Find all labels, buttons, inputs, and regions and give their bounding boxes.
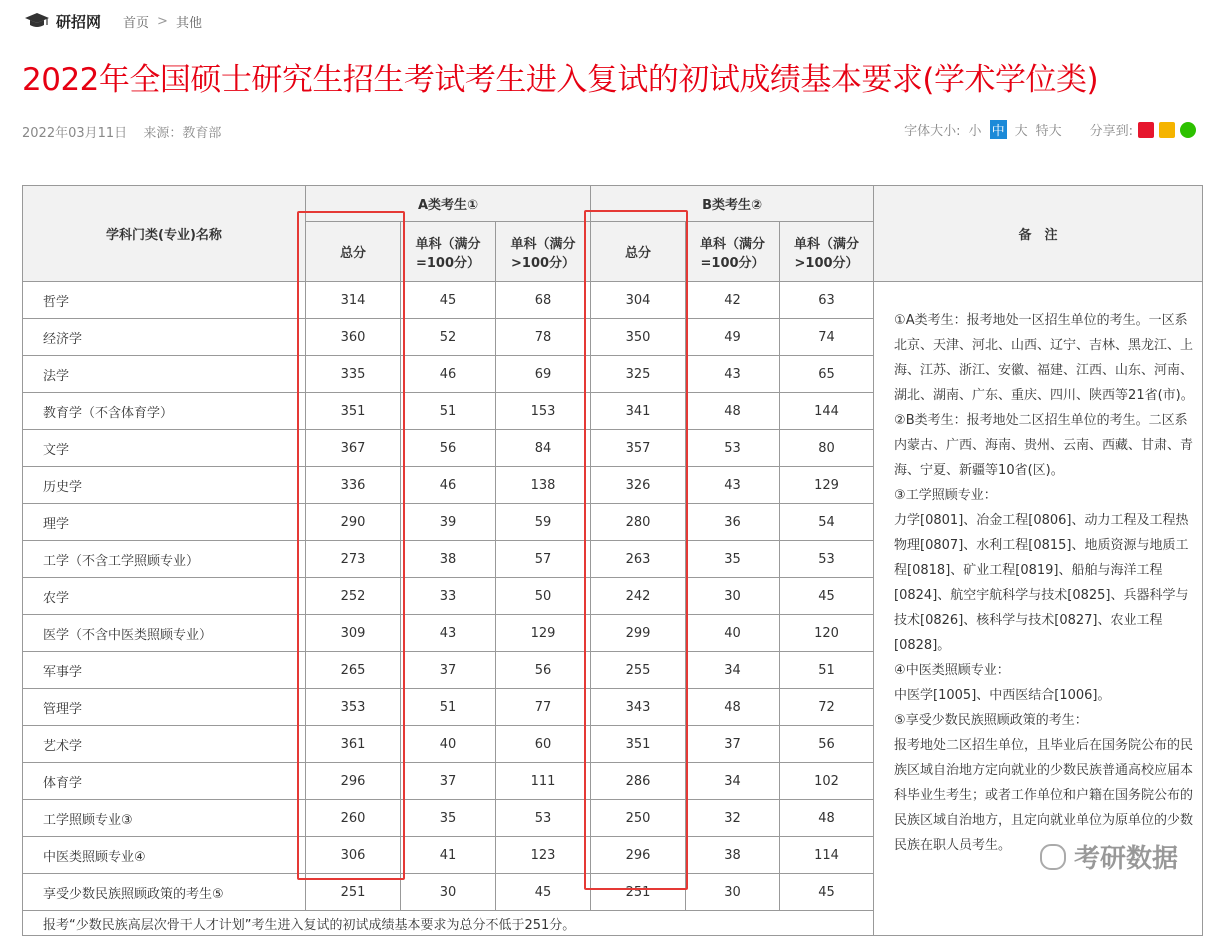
watermark-text: 考研数据 bbox=[1073, 844, 1178, 874]
a-score-cell: 43 bbox=[401, 615, 496, 652]
a-score-cell: 138 bbox=[496, 467, 591, 504]
breadcrumb-separator: > bbox=[157, 13, 168, 29]
b-score-cell: 53 bbox=[780, 541, 874, 578]
remark-line: 中医学[1005]、中西医结合[1006]。 bbox=[894, 688, 1111, 703]
a-score-cell: 361 bbox=[306, 726, 401, 763]
b-score-cell: 129 bbox=[780, 467, 874, 504]
subject-name: 教育学（不含体育学） bbox=[23, 393, 306, 430]
a-score-cell: 50 bbox=[496, 578, 591, 615]
a-score-cell: 265 bbox=[306, 652, 401, 689]
subject-header: 学科门类(专业)名称 bbox=[23, 186, 306, 282]
font-size-large[interactable]: 大 bbox=[1014, 124, 1028, 139]
a-score-cell: 367 bbox=[306, 430, 401, 467]
b-score-cell: 74 bbox=[780, 319, 874, 356]
subject-name: 军事学 bbox=[23, 652, 306, 689]
b-score-cell: 53 bbox=[686, 430, 780, 467]
qzone-share-icon[interactable] bbox=[1159, 122, 1175, 138]
b-score-cell: 114 bbox=[780, 837, 874, 874]
a-score-cell: 353 bbox=[306, 689, 401, 726]
a-score-cell: 251 bbox=[306, 874, 401, 911]
b-score-cell: 54 bbox=[780, 504, 874, 541]
b-single100-header: 单科（满分=100分） bbox=[686, 222, 780, 282]
font-size-label: 字体大小: bbox=[904, 124, 961, 139]
a-score-cell: 68 bbox=[496, 282, 591, 319]
remark-line: ①A类考生：报考地处一区招生单位的考生。一区系北京、天津、河北、山西、辽宁、吉林、黑龙江、上海、江苏、浙江、安徽、福建、江西、山东、河南、湖北、湖南、广东、重庆、四川、陕西等21省(市)。 bbox=[894, 313, 1194, 403]
article-tools bbox=[904, 120, 1196, 139]
a-score-cell: 39 bbox=[401, 504, 496, 541]
font-size-xlarge[interactable]: 特大 bbox=[1035, 124, 1062, 139]
b-score-cell: 72 bbox=[780, 689, 874, 726]
a-score-cell: 30 bbox=[401, 874, 496, 911]
a-score-cell: 45 bbox=[401, 282, 496, 319]
a-score-cell: 60 bbox=[496, 726, 591, 763]
b-score-cell: 56 bbox=[780, 726, 874, 763]
remark-line: ④中医类照顾专业： bbox=[894, 663, 1010, 678]
remark-line: ⑤享受少数民族照顾政策的考生： bbox=[894, 713, 1088, 728]
a-score-cell: 56 bbox=[401, 430, 496, 467]
highlight-a-total bbox=[297, 211, 405, 880]
a-score-cell: 84 bbox=[496, 430, 591, 467]
a-score-cell: 46 bbox=[401, 467, 496, 504]
highlight-b-total bbox=[584, 210, 688, 890]
b-score-cell: 45 bbox=[780, 578, 874, 615]
b-score-cell: 242 bbox=[591, 578, 686, 615]
b-score-cell: 48 bbox=[686, 689, 780, 726]
b-score-cell: 35 bbox=[686, 541, 780, 578]
b-score-cell: 304 bbox=[591, 282, 686, 319]
b-score-cell: 280 bbox=[591, 504, 686, 541]
group-b-header: B类考生② bbox=[591, 186, 874, 222]
font-size-small[interactable]: 小 bbox=[968, 124, 982, 139]
publish-date: 2022年03月11日 bbox=[22, 126, 128, 141]
subject-name: 经济学 bbox=[23, 319, 306, 356]
a-score-cell: 360 bbox=[306, 319, 401, 356]
subject-name: 医学（不含中医类照顾专业） bbox=[23, 615, 306, 652]
a-score-cell: 129 bbox=[496, 615, 591, 652]
b-score-cell: 51 bbox=[780, 652, 874, 689]
a-score-cell: 46 bbox=[401, 356, 496, 393]
b-score-cell: 45 bbox=[780, 874, 874, 911]
b-score-cell: 351 bbox=[591, 726, 686, 763]
a-score-cell: 35 bbox=[401, 800, 496, 837]
graduation-cap-icon bbox=[24, 12, 50, 30]
subject-name: 体育学 bbox=[23, 763, 306, 800]
a-score-cell: 77 bbox=[496, 689, 591, 726]
b-score-cell: 30 bbox=[686, 578, 780, 615]
breadcrumb-other[interactable]: 其他 bbox=[175, 15, 202, 31]
subject-name: 艺术学 bbox=[23, 726, 306, 763]
a-score-cell: 33 bbox=[401, 578, 496, 615]
a-total-header: 总分 bbox=[306, 222, 401, 282]
wechat-share-icon[interactable] bbox=[1180, 122, 1196, 138]
b-score-cell: 299 bbox=[591, 615, 686, 652]
a-score-cell: 40 bbox=[401, 726, 496, 763]
breadcrumb-home[interactable]: 首页 bbox=[123, 15, 150, 31]
a-score-cell: 56 bbox=[496, 652, 591, 689]
b-score-cell: 65 bbox=[780, 356, 874, 393]
a-score-cell: 45 bbox=[496, 874, 591, 911]
remark-line: ②B类考生：报考地处二区招生单位的考生。二区系内蒙古、广西、海南、贵州、云南、西藏、甘肃、青海、宁夏、新疆等10省(区)。 bbox=[894, 413, 1194, 478]
a-score-cell: 296 bbox=[306, 763, 401, 800]
b-score-cell: 80 bbox=[780, 430, 874, 467]
a-score-cell: 41 bbox=[401, 837, 496, 874]
a-score-cell: 260 bbox=[306, 800, 401, 837]
b-score-cell: 34 bbox=[686, 652, 780, 689]
share-label: 分享到: bbox=[1089, 124, 1133, 139]
site-logo[interactable] bbox=[24, 11, 101, 32]
b-score-cell: 40 bbox=[686, 615, 780, 652]
article-meta bbox=[22, 122, 233, 141]
a-singlegt100-header: 单科（满分>100分） bbox=[496, 222, 591, 282]
b-score-cell: 286 bbox=[591, 763, 686, 800]
b-score-cell: 255 bbox=[591, 652, 686, 689]
subject-name: 法学 bbox=[23, 356, 306, 393]
b-score-cell: 296 bbox=[591, 837, 686, 874]
subject-name: 哲学 bbox=[23, 282, 306, 319]
subject-name: 工学照顾专业③ bbox=[23, 800, 306, 837]
b-score-cell: 49 bbox=[686, 319, 780, 356]
a-single100-header: 单科（满分=100分） bbox=[401, 222, 496, 282]
b-score-cell: 341 bbox=[591, 393, 686, 430]
b-score-cell: 48 bbox=[686, 393, 780, 430]
a-score-cell: 153 bbox=[496, 393, 591, 430]
b-score-cell: 357 bbox=[591, 430, 686, 467]
a-score-cell: 37 bbox=[401, 763, 496, 800]
logo-text: 研招网 bbox=[56, 12, 102, 31]
subject-name: 历史学 bbox=[23, 467, 306, 504]
subject-name: 中医类照顾专业④ bbox=[23, 837, 306, 874]
font-size-medium[interactable]: 中 bbox=[990, 120, 1007, 139]
b-score-cell: 32 bbox=[686, 800, 780, 837]
b-score-cell: 38 bbox=[686, 837, 780, 874]
b-score-cell: 120 bbox=[780, 615, 874, 652]
article-source: 来源：教育部 bbox=[143, 126, 222, 141]
table-footnote: 报考“少数民族高层次骨干人才计划”考生进入复试的初试成绩基本要求为总分不低于251分。 bbox=[23, 911, 874, 936]
weibo-share-icon[interactable] bbox=[1138, 122, 1154, 138]
b-score-cell: 34 bbox=[686, 763, 780, 800]
b-score-cell: 250 bbox=[591, 800, 686, 837]
watermark-icon bbox=[1040, 844, 1066, 870]
b-score-cell: 30 bbox=[686, 874, 780, 911]
a-score-cell: 51 bbox=[401, 393, 496, 430]
a-score-cell: 59 bbox=[496, 504, 591, 541]
a-score-cell: 306 bbox=[306, 837, 401, 874]
a-score-cell: 309 bbox=[306, 615, 401, 652]
page-title: 2022年全国硕士研究生招生考试考生进入复试的初试成绩基本要求(学术学位类) bbox=[22, 62, 1099, 98]
b-total-header: 总分 bbox=[591, 222, 686, 282]
b-score-cell: 251 bbox=[591, 874, 686, 911]
subject-name: 管理学 bbox=[23, 689, 306, 726]
subject-name: 理学 bbox=[23, 504, 306, 541]
a-score-cell: 335 bbox=[306, 356, 401, 393]
b-score-cell: 37 bbox=[686, 726, 780, 763]
a-score-cell: 351 bbox=[306, 393, 401, 430]
b-score-cell: 326 bbox=[591, 467, 686, 504]
b-score-cell: 102 bbox=[780, 763, 874, 800]
b-score-cell: 263 bbox=[591, 541, 686, 578]
subject-name: 享受少数民族照顾政策的考生⑤ bbox=[23, 874, 306, 911]
remark-line: 力学[0801]、冶金工程[0806]、动力工程及工程热物理[0807]、水利工程[0815]、地质资源与地质工程[0818]、矿业工程[0819]、船舶与海洋工程[0824]、航空宇航科学与技术[0825]、兵器科学与技术[0826]、核科学与技术[0827]、农业工程[0828]。 bbox=[894, 513, 1189, 653]
a-score-cell: 38 bbox=[401, 541, 496, 578]
b-score-cell: 144 bbox=[780, 393, 874, 430]
b-score-cell: 42 bbox=[686, 282, 780, 319]
a-score-cell: 53 bbox=[496, 800, 591, 837]
subject-name: 文学 bbox=[23, 430, 306, 467]
a-score-cell: 252 bbox=[306, 578, 401, 615]
remark-header: 备 注 bbox=[874, 186, 1203, 282]
a-score-cell: 51 bbox=[401, 689, 496, 726]
b-score-cell: 343 bbox=[591, 689, 686, 726]
a-score-cell: 37 bbox=[401, 652, 496, 689]
subject-name: 工学（不含工学照顾专业） bbox=[23, 541, 306, 578]
a-score-cell: 69 bbox=[496, 356, 591, 393]
a-score-cell: 123 bbox=[496, 837, 591, 874]
b-score-cell: 36 bbox=[686, 504, 780, 541]
b-score-cell: 350 bbox=[591, 319, 686, 356]
b-score-cell: 43 bbox=[686, 467, 780, 504]
b-score-cell: 43 bbox=[686, 356, 780, 393]
top-nav bbox=[24, 10, 202, 32]
a-score-cell: 78 bbox=[496, 319, 591, 356]
a-score-cell: 273 bbox=[306, 541, 401, 578]
a-score-cell: 314 bbox=[306, 282, 401, 319]
group-a-header: A类考生① bbox=[306, 186, 591, 222]
a-score-cell: 111 bbox=[496, 763, 591, 800]
b-score-cell: 48 bbox=[780, 800, 874, 837]
watermark bbox=[1040, 838, 1178, 875]
a-score-cell: 52 bbox=[401, 319, 496, 356]
a-score-cell: 336 bbox=[306, 467, 401, 504]
remark-line: 报考地处二区招生单位，且毕业后在国务院公布的民族区域自治地方定向就业的少数民族普通高校应届本科毕业生考生；或者工作单位和户籍在国务院公布的民族区域自治地方，且定向就业单位为原单位的少数民族在职人员考生。 bbox=[894, 738, 1194, 853]
b-score-cell: 63 bbox=[780, 282, 874, 319]
remark-line: ③工学照顾专业： bbox=[894, 488, 997, 503]
subject-name: 农学 bbox=[23, 578, 306, 615]
a-score-cell: 290 bbox=[306, 504, 401, 541]
b-singlegt100-header: 单科（满分>100分） bbox=[780, 222, 874, 282]
b-score-cell: 325 bbox=[591, 356, 686, 393]
a-score-cell: 57 bbox=[496, 541, 591, 578]
